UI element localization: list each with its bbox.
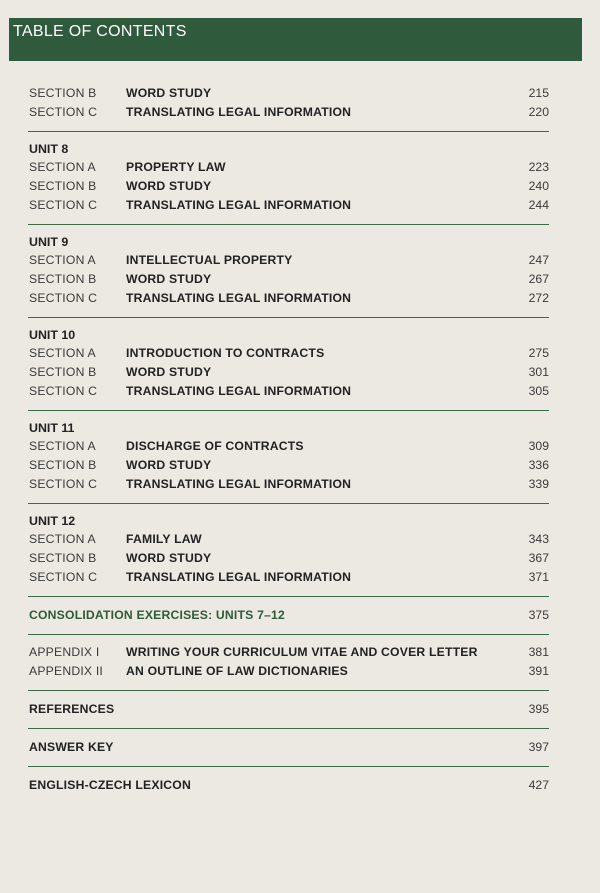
section-label: SECTION A	[29, 439, 96, 453]
divider	[28, 766, 549, 767]
section-label: APPENDIX II	[29, 664, 103, 678]
toc-row[interactable]	[28, 177, 549, 196]
entry-title: AN OUTLINE OF LAW DICTIONARIES	[126, 664, 348, 678]
toc-row[interactable]	[28, 456, 549, 475]
section-label: SECTION C	[29, 105, 98, 119]
page-number: 397	[528, 740, 549, 754]
section-label: SECTION C	[29, 570, 98, 584]
page-number: 309	[528, 439, 549, 453]
entry-title: WORD STUDY	[126, 272, 212, 286]
entry-title: PROPERTY LAW	[126, 160, 226, 174]
entry-title: DISCHARGE OF CONTRACTS	[126, 439, 304, 453]
page-number: 275	[528, 346, 549, 360]
toc-row[interactable]	[28, 270, 549, 289]
page-number: 336	[528, 458, 549, 472]
entry-title: TRANSLATING LEGAL INFORMATION	[126, 477, 352, 491]
page-number: 381	[528, 645, 549, 659]
toc-header	[9, 18, 582, 61]
page-number: 272	[528, 291, 549, 305]
entry-title: TRANSLATING LEGAL INFORMATION	[126, 384, 352, 398]
divider	[28, 224, 549, 225]
page-number: 427	[528, 778, 549, 792]
page-number: 367	[528, 551, 549, 565]
section-label: SECTION A	[29, 160, 96, 174]
toc-row[interactable]	[28, 84, 549, 103]
unit-heading[interactable]: UNIT 9	[29, 235, 69, 249]
section-label: SECTION C	[29, 384, 98, 398]
section-label: SECTION C	[29, 291, 98, 305]
toc-row-references[interactable]	[28, 699, 549, 719]
divider	[28, 634, 549, 635]
entry-title: TRANSLATING LEGAL INFORMATION	[126, 198, 352, 212]
toc-row[interactable]	[28, 196, 549, 215]
section-label: SECTION B	[29, 458, 97, 472]
entry-title: CONSOLIDATION EXERCISES: UNITS 7–12	[29, 608, 285, 622]
page-number: 375	[528, 608, 549, 622]
page-number: 215	[528, 86, 549, 100]
entry-title: WRITING YOUR CURRICULUM VITAE AND COVER LETTER	[126, 645, 478, 659]
entry-title: REFERENCES	[29, 702, 115, 716]
page-number: 247	[528, 253, 549, 267]
entry-title: WORD STUDY	[126, 458, 212, 472]
unit-heading[interactable]: UNIT 8	[29, 142, 69, 156]
section-label: SECTION C	[29, 477, 98, 491]
page-number: 240	[528, 179, 549, 193]
page-number: 343	[528, 532, 549, 546]
entry-title: ANSWER KEY	[29, 740, 114, 754]
entry-title: WORD STUDY	[126, 179, 212, 193]
section-label: SECTION A	[29, 532, 96, 546]
page-number: 220	[528, 105, 549, 119]
divider	[28, 410, 549, 411]
page-number: 391	[528, 664, 549, 678]
section-label: APPENDIX I	[29, 645, 100, 659]
entry-title: WORD STUDY	[126, 551, 212, 565]
toc-row[interactable]	[28, 530, 549, 549]
section-label: SECTION B	[29, 179, 97, 193]
page-number: 395	[528, 702, 549, 716]
divider	[28, 596, 549, 597]
divider	[28, 503, 549, 504]
page-number: 223	[528, 160, 549, 174]
toc-row-consolidation[interactable]	[28, 605, 549, 625]
toc-row[interactable]	[28, 363, 549, 382]
toc-row[interactable]	[28, 251, 549, 270]
page-title: TABLE OF CONTENTS	[13, 23, 187, 40]
divider	[28, 690, 549, 691]
toc-row-lexicon[interactable]	[28, 775, 549, 795]
entry-title: WORD STUDY	[126, 86, 212, 100]
section-label: SECTION A	[29, 253, 96, 267]
page-number: 267	[528, 272, 549, 286]
entry-title: INTELLECTUAL PROPERTY	[126, 253, 293, 267]
toc-row[interactable]	[28, 344, 549, 363]
entry-title: TRANSLATING LEGAL INFORMATION	[126, 291, 352, 305]
toc-list	[28, 84, 549, 795]
toc-row[interactable]	[28, 475, 549, 494]
toc-row[interactable]	[28, 568, 549, 587]
toc-row[interactable]	[28, 549, 549, 568]
section-label: SECTION B	[29, 272, 97, 286]
toc-row-answer-key[interactable]	[28, 737, 549, 757]
toc-row[interactable]	[28, 158, 549, 177]
entry-title: ENGLISH-CZECH LEXICON	[29, 778, 191, 792]
section-label: SECTION A	[29, 346, 96, 360]
entry-title: INTRODUCTION TO CONTRACTS	[126, 346, 325, 360]
page-number: 244	[528, 198, 549, 212]
page-number: 371	[528, 570, 549, 584]
entry-title: TRANSLATING LEGAL INFORMATION	[126, 105, 352, 119]
section-label: SECTION C	[29, 198, 98, 212]
toc-row[interactable]	[28, 103, 549, 122]
toc-row[interactable]	[28, 437, 549, 456]
unit-heading[interactable]: UNIT 12	[29, 514, 76, 528]
toc-row[interactable]	[28, 289, 549, 308]
entry-title: FAMILY LAW	[126, 532, 202, 546]
divider	[28, 131, 549, 132]
toc-row[interactable]	[28, 643, 549, 662]
section-label: SECTION B	[29, 86, 97, 100]
toc-row[interactable]	[28, 662, 549, 681]
entry-title: WORD STUDY	[126, 365, 212, 379]
section-label: SECTION B	[29, 365, 97, 379]
page-number: 339	[528, 477, 549, 491]
entry-title: TRANSLATING LEGAL INFORMATION	[126, 570, 352, 584]
toc-row[interactable]	[28, 382, 549, 401]
unit-heading[interactable]: UNIT 11	[29, 421, 75, 435]
page-number: 305	[528, 384, 549, 398]
divider	[28, 728, 549, 729]
unit-heading[interactable]: UNIT 10	[29, 328, 76, 342]
page-number: 301	[528, 365, 549, 379]
section-label: SECTION B	[29, 551, 97, 565]
divider	[28, 317, 549, 318]
